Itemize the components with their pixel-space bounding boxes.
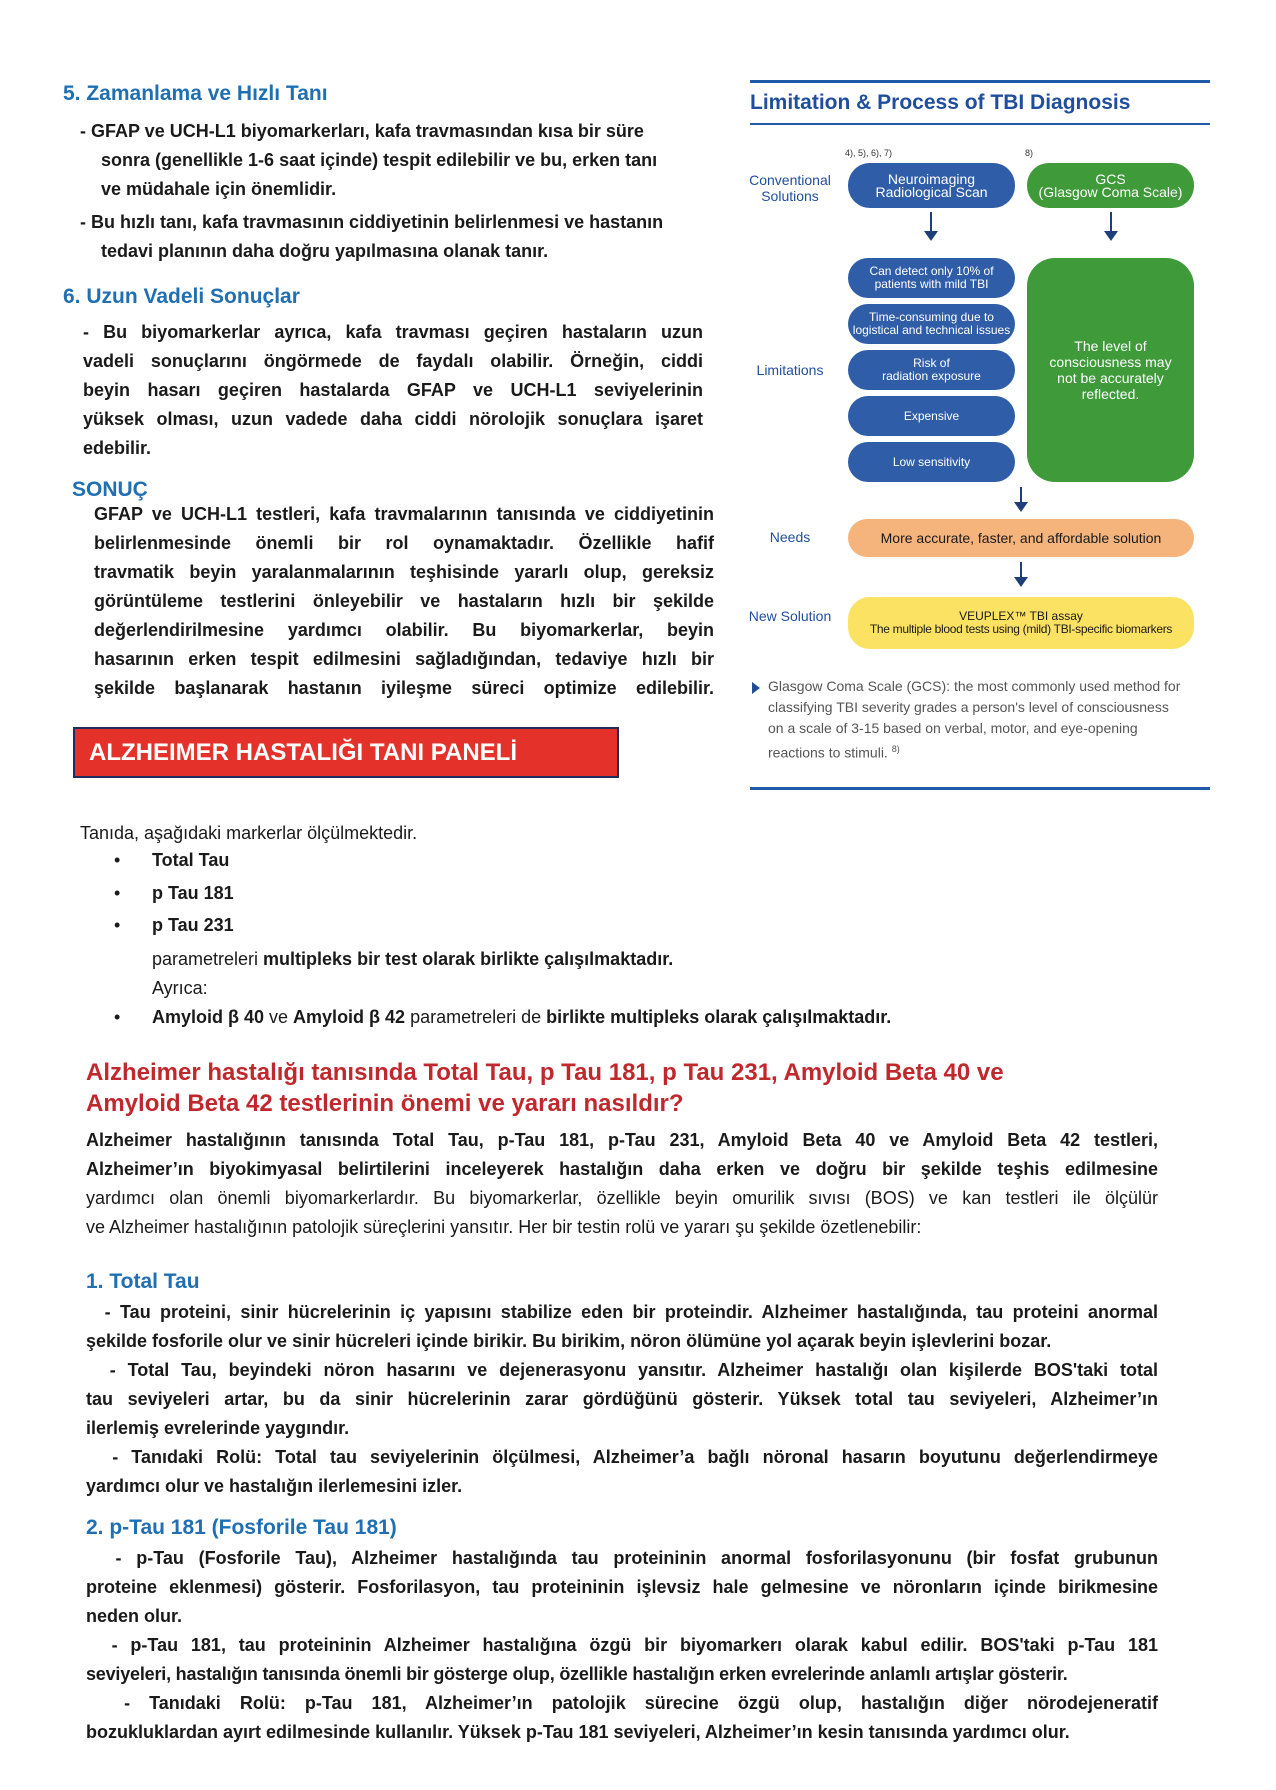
markers-multiplex-bold: multipleks bir test olarak birlikte çalışılmaktadır. (263, 949, 674, 969)
limitation-text: Low sensitivity (892, 454, 971, 469)
figure-title: Limitation & Process of TBI Diagnosis (750, 91, 1131, 114)
sec5-line-3: ve müdahale için önemlidir. (101, 179, 337, 199)
gcs-limitation-text: not be accurately (1057, 370, 1164, 386)
ptau181-line: neden olur. (86, 1606, 183, 1626)
gcs-note-line: Glasgow Coma Scale (GCS): the most commonly used method for (768, 678, 1181, 694)
marker-list-item: • p Tau 181 (114, 883, 234, 903)
sonuc-line: belirlenmesinde önemli bir rol oynamaktadır. Özellikle hafif (94, 533, 714, 553)
ptau181-paragraph (86, 1544, 1158, 1747)
marker-multiplex-note: birlikte multipleks olarak çalışılmaktadır. (546, 1007, 892, 1027)
total-tau-line: ilerlemiş evrelerinde yaygındır. (86, 1418, 350, 1438)
intro-line: ve Alzheimer hastalığının patolojik süreçlerini yansıtır. Her bir testin rolü ve yararı şu şekilde özetlenebilir: (86, 1217, 922, 1237)
marker-list-item: • p Tau 231 (114, 915, 234, 935)
sonuc-line: travmatik beyin yaralanmalarının teşhisinde yararlı olup, gereksiz (94, 562, 714, 582)
new-solution-description: The multiple blood tests using (mild) TBI-specific biomarkers (869, 622, 1173, 636)
limitation-expensive-box (848, 396, 1015, 436)
total-tau-line: - Tau proteini, sinir hücrelerinin iç yapısını stabilize eden bir proteindir. Alzheimer hastalığında, tau proteini anormal (86, 1302, 1158, 1322)
marker-connector: ve (264, 1007, 294, 1027)
sec5-line-2: sonra (genellikle 1-6 saat içinde) tespit edilebilir ve bu, erken tanı (101, 150, 658, 170)
gcs-limitation-text: The level of (1074, 338, 1147, 354)
figure-ref-right: 8) (1025, 148, 1034, 158)
total-tau-line: tau seviyeleri artar, bu da sinir hücrelerinin zarar gördüğünü gösterir. Yüksek total tau seviyeleri, Alzheimer’ın (86, 1389, 1158, 1409)
gcs-limitation-text: reflected. (1081, 386, 1140, 402)
sonuc-line: şekilde başlanarak hastanın iyileşme süreci optimize edilebilir. (94, 678, 714, 698)
limitation-time-box (848, 304, 1015, 344)
marker-list-item: • Total Tau (114, 850, 230, 870)
ptau181-line: - Tanıdaki Rolü: p-Tau 181, Alzheimer’ın patolojik sürecine özgü olup, hastalığın diğer nörodejeneratif (86, 1693, 1158, 1713)
radiological-scan-label: Radiological Scan (875, 183, 988, 200)
ptau181-line: proteine eklenmesi) gösterir. Fosforilasyon, tau proteininin işlevsiz hale gelmesine ve nöronların içinde birikmesine (86, 1577, 1158, 1597)
ptau181-line: seviyeleri, hastalığın tanısında önemli bir gösterge olup, özellikle hastalığın erken evrelerinde anlamlı artışlar gösterir. (86, 1664, 1068, 1684)
intro-line: Alzheimer hastalığının tanısında Total Tau, p-Tau 181, p-Tau 231, Amyloid Beta 40 ve Amyloid Beta 42 testleri, (86, 1130, 1158, 1150)
sec6-line: - Bu biyomarkerlar ayrıca, kafa travması geçiren hastaların uzun (83, 322, 703, 342)
marker-list-item (114, 1003, 892, 1032)
intro-paragraph (86, 1126, 1158, 1242)
total-tau-line: yardımcı olur ve hastalığın ilerlemesini izler. (86, 1476, 463, 1496)
neuroimaging-box (848, 163, 1015, 208)
gcs-note-line: on a scale of 3-15 based on verbal, motor, and eye-opening (768, 720, 1138, 736)
sonuc-paragraph (94, 500, 714, 703)
label-needs: Needs (769, 529, 811, 545)
figure-ref-left: 4), 5), 6), 7) (845, 148, 893, 158)
marker-name: Amyloid β 42 (293, 1007, 406, 1027)
new-solution-box (848, 597, 1194, 649)
sec6-paragraph (83, 318, 703, 463)
gcs-note-line: reactions to stimuli. (768, 744, 888, 761)
gcs-limitation-text: consciousness may (1049, 354, 1172, 370)
figure-top-rule (750, 80, 1210, 83)
label-limitations: Limitations (756, 362, 824, 378)
gcs-full-label: (Glasgow Coma Scale) (1038, 183, 1183, 200)
limitation-text: Risk of (913, 356, 950, 370)
gcs-note-line: classifying TBI severity grades a person's level of consciousness (768, 699, 1169, 715)
neuroimaging-label: Neuroimaging (887, 170, 976, 187)
needs-box (848, 519, 1194, 557)
limitation-text: logistical and technical issues (852, 323, 1011, 337)
new-solution-title: VEUPLEX™ TBI assay (959, 609, 1083, 623)
sec5-line-1: - GFAP ve UCH-L1 biyomarkerları, kafa travmasından kısa bir süre (80, 121, 644, 141)
sec5-line-5: tedavi planının daha doğru yapılmasına olanak tanır. (101, 241, 549, 261)
marker-name: Amyloid β 40 (152, 1007, 265, 1027)
intro-line: yardımcı olan önemli biyomarkerlardır. Bu biyomarkerlar, özellikle beyin omurilik sıvısı (BOS) ve kan testleri ile ölçülür (86, 1188, 1158, 1208)
arrow-down-icon (1020, 562, 1022, 578)
question-line: Alzheimer hastalığı tanısında Total Tau, p Tau 181, p Tau 231, Amyloid Beta 40 ve (86, 1059, 1004, 1086)
label-conventional: Conventional Solutions (749, 172, 831, 204)
sonuc-line: hasarının erken tespit edilmesini sağladığından, tedaviye hızlı bir (94, 649, 714, 669)
ptau181-line: bozukluklardan ayırt edilmesinde kullanılır. Yüksek p-Tau 181 seviyeleri, Alzheimer’ın kesin tanısında yardımcı olur. (86, 1722, 1070, 1742)
marker-name: Total Tau (152, 850, 230, 870)
arrow-down-icon (930, 212, 932, 232)
marker-name: p Tau 231 (152, 915, 234, 935)
gcs-note (768, 676, 1208, 764)
total-tau-line: - Tanıdaki Rolü: Total tau seviyelerinin ölçülmesi, Alzheimer’a bağlı nöronal hasarın boyutunu değerlendirmeye (86, 1447, 1158, 1467)
sec6-line: edebilir. (83, 438, 152, 458)
gcs-limitation-box (1027, 258, 1194, 482)
total-tau-title: 1. Total Tau (86, 1270, 200, 1293)
sec6-line: yüksek olması, uzun vadede daha ciddi nörolojik sonuçlara işaret (83, 409, 703, 429)
markers-intro: Tanıda, aşağıdaki markerlar ölçülmektedir. (80, 823, 418, 843)
sec6-line: vadeli sonuçlarını öngörmede de faydalı olabilir. Örneğin, ciddi (83, 351, 703, 371)
gcs-note-ref: 8) (891, 744, 900, 754)
limitation-detect-box (848, 258, 1015, 298)
arrow-down-icon (1020, 487, 1022, 503)
sonuc-line: GFAP ve UCH-L1 testleri, kafa travmalarının tanısında ve ciddiyetinin (94, 504, 714, 524)
limitation-text: Expensive (903, 408, 960, 423)
markers-also: Ayrıca: (152, 978, 208, 998)
ptau181-title: 2. p-Tau 181 (Fosforile Tau 181) (86, 1516, 397, 1539)
question-line: Amyloid Beta 42 testlerinin önemi ve yararı nasıldır? (86, 1090, 684, 1117)
ptau181-line: - p-Tau 181, tau proteininin Alzheimer hastalığına özgü bir biyomarkerı olarak kabul edilir. BOS'taki p-Tau 181 (86, 1635, 1158, 1655)
gcs-box (1027, 163, 1194, 208)
sonuc-line: görüntüleme testlerini önleyebilir ve hastaların hızlı bir şekilde (94, 591, 714, 611)
figure-title-rule (750, 123, 1210, 125)
bullet-dot: • (114, 1007, 121, 1027)
limitation-sensitivity-box (848, 442, 1015, 482)
question-heading (86, 1057, 1004, 1119)
limitation-text: Time-consuming due to (869, 310, 994, 324)
limitation-text: radiation exposure (882, 369, 981, 383)
alzheimer-panel-banner: ALZHEIMER HASTALIĞI TANI PANELİ (73, 727, 619, 778)
marker-connector: parametreleri de (405, 1007, 547, 1027)
figure-bottom-rule (750, 787, 1210, 790)
intro-line: Alzheimer’ın biyokimyasal belirtilerini inceleyerek hastalığın daha erken ve doğru bir şekilde teşhis edilmesine (86, 1159, 1158, 1179)
gcs-label: GCS (1095, 170, 1126, 187)
section-5-title: 5. Zamanlama ve Hızlı Tanı (63, 82, 328, 105)
markers-multiplex-line (152, 945, 673, 974)
limitation-text: Can detect only 10% of (869, 264, 994, 278)
sonuc-line: değerlendirilmesine yardımcı olabilir. Bu biyomarkerlar, beyin (94, 620, 714, 640)
markers-multiplex-prefix: parametreleri (152, 949, 264, 969)
limitation-radiation-box (848, 350, 1015, 390)
ptau181-line: - p-Tau (Fosforile Tau), Alzheimer hastalığında tau proteininin anormal fosforilasyonunu (bir fosfat grubunun (86, 1548, 1158, 1568)
sonuc-title: SONUÇ (72, 478, 148, 501)
marker-name: p Tau 181 (152, 883, 234, 903)
arrow-down-icon (1110, 212, 1112, 232)
limitation-text: patients with mild TBI (874, 277, 989, 291)
total-tau-line: - Total Tau, beyindeki nöron hasarını ve dejenerasyonu yansıtır. Alzheimer hastalığı olan kişilerde BOS'taki total (86, 1360, 1158, 1380)
total-tau-paragraph (86, 1298, 1158, 1501)
label-new-solution: New Solution (748, 608, 832, 624)
sec6-line: beyin hasarı geçiren hastalarda GFAP ve UCH-L1 seviyelerinin (83, 380, 703, 400)
total-tau-line: şekilde fosforile olur ve sinir hücreleri içinde birikir. Bu birikim, nöron ölümüne yol açarak beyin işlevlerini bozar. (86, 1331, 1052, 1351)
section-6-title: 6. Uzun Vadeli Sonuçlar (63, 285, 300, 308)
triangle-bullet-icon (752, 682, 760, 694)
needs-text: More accurate, faster, and affordable solution (880, 529, 1162, 546)
sec5-line-4: - Bu hızlı tanı, kafa travmasının ciddiyetinin belirlenmesi ve hastanın (80, 212, 664, 232)
